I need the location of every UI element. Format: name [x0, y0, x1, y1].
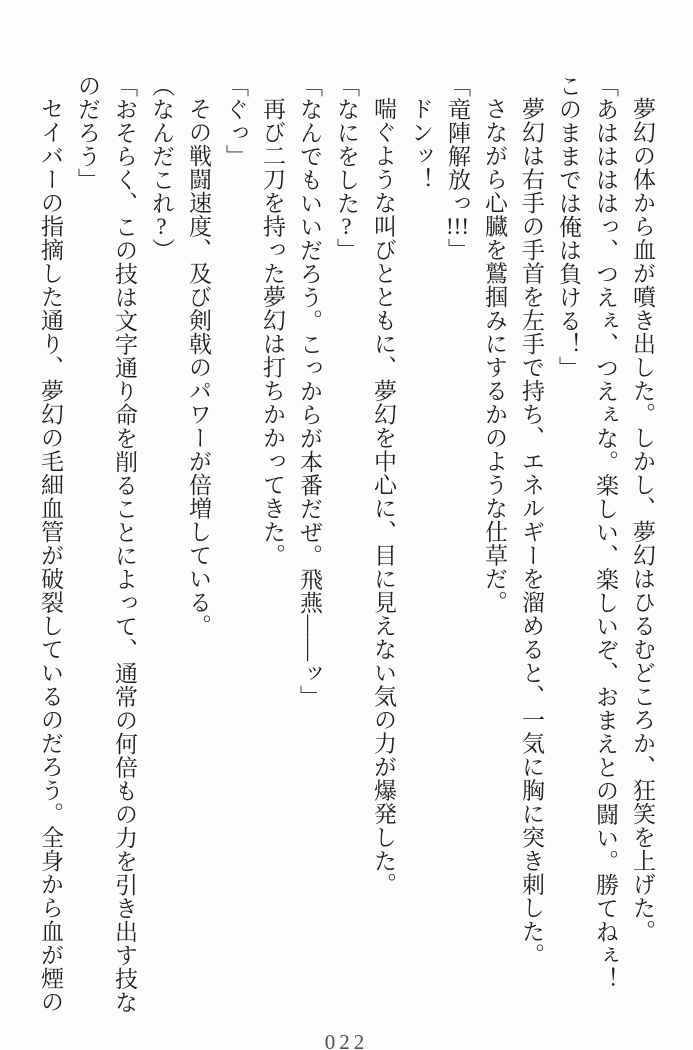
- vertical-text-block: [32, 74, 661, 1022]
- text-line: このままでは俺は負ける！」: [556, 74, 581, 380]
- text-line: 「おそらく、この技は文字通り命を削ることによって、通常の何倍もの力を引き出す技な: [112, 74, 137, 1014]
- text-line: ドンッ！: [408, 97, 433, 191]
- text-line: さながら心臓を鷲掴みにするかのような仕草だ。: [482, 97, 507, 614]
- text-line: 「なにをした?」: [334, 74, 359, 262]
- text-line: のだろう」: [75, 74, 100, 192]
- text-line: 「ぐっ」: [223, 74, 248, 168]
- text-line: 「なんでもいいだろう。こっからが本番だぜ。飛燕――ッ」: [297, 74, 322, 709]
- text-line: 夢幻の体から血が噴き出した。しかし、夢幻はひるむどころか、狂笑を上げた。: [630, 97, 655, 943]
- page-number: 022: [324, 1030, 369, 1050]
- text-line: 喘ぐような叫びとともに、夢幻を中心に、目に見えない気の力が爆発した。: [371, 97, 396, 896]
- text-line: 「あははははっ、つえぇ、つえぇな。楽しい、楽しいぞ、おまえとの闘い。勝てねぇ！: [593, 74, 618, 991]
- text-line: 夢幻は右手の手首を左手で持ち、エネルギーを溜めると、一気に胸に突き刺した。: [519, 97, 544, 967]
- text-line: その戦闘速度、及び剣戟のパワーが倍増している。: [186, 97, 211, 638]
- text-line: 「竜陣解放っ!!!」: [445, 74, 470, 262]
- text-line: セイバーの指摘した通り、夢幻の毛細血管が破裂しているのだろう。全身から血が煙の: [38, 97, 63, 1014]
- text-line: （なんだこれ?）: [149, 74, 174, 262]
- text-line: 再び二刀を持った夢幻は打ちかかってきた。: [260, 97, 285, 567]
